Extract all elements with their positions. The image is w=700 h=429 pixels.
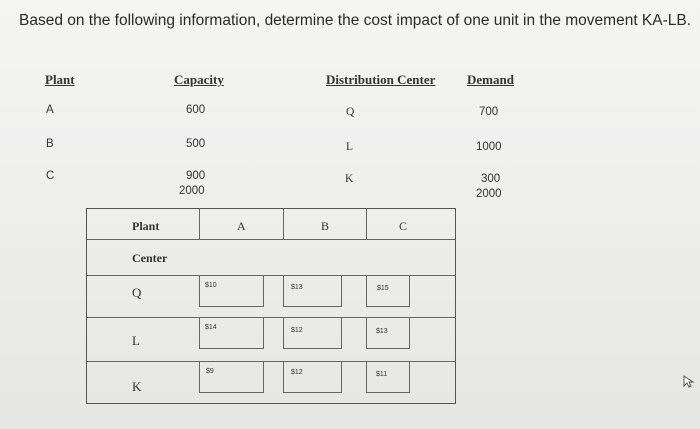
capacity-b: 500 bbox=[186, 138, 206, 150]
cost-l-c: $13 bbox=[376, 328, 388, 335]
cell-l-a bbox=[199, 317, 264, 349]
distribution-center-header: Distribution Center bbox=[326, 72, 436, 87]
center-k: K bbox=[345, 173, 354, 185]
row-k-label: K bbox=[132, 379, 142, 394]
cell-q-b bbox=[283, 275, 342, 307]
col-b-header: B bbox=[321, 219, 330, 233]
cell-q-a bbox=[199, 275, 264, 307]
col-c-header: C bbox=[399, 219, 408, 233]
plant-b: B bbox=[46, 138, 54, 150]
capacity-header: Capacity bbox=[174, 72, 224, 87]
capacity-total: 2000 bbox=[179, 185, 205, 197]
cost-table-plant-label: Plant bbox=[132, 219, 160, 233]
plant-a: A bbox=[46, 104, 54, 116]
cell-k-c bbox=[366, 361, 410, 393]
center-q: Q bbox=[346, 106, 355, 118]
cost-k-b: $12 bbox=[291, 369, 303, 376]
demand-header: Demand bbox=[467, 72, 514, 87]
cell-l-c bbox=[366, 317, 410, 349]
cell-k-b bbox=[283, 361, 342, 393]
demand-k: 300 bbox=[481, 173, 501, 185]
demand-l: 1000 bbox=[476, 141, 502, 153]
plant-header: Plant bbox=[45, 72, 75, 87]
cost-q-c: $15 bbox=[377, 285, 389, 292]
capacity-c: 900 bbox=[186, 170, 206, 182]
capacity-a: 600 bbox=[186, 104, 206, 116]
plant-c: C bbox=[46, 170, 55, 182]
cost-q-b: $13 bbox=[291, 284, 303, 291]
cost-q-a: $10 bbox=[205, 282, 217, 289]
row-l-label: L bbox=[132, 333, 140, 348]
cost-l-a: $14 bbox=[205, 324, 217, 331]
cost-table bbox=[86, 208, 456, 404]
cost-table-center-label: Center bbox=[132, 251, 168, 265]
cost-l-b: $12 bbox=[291, 327, 303, 334]
cost-k-a: $9 bbox=[206, 368, 214, 375]
col-a-header: A bbox=[237, 219, 246, 233]
mouse-cursor-icon bbox=[682, 374, 696, 388]
cell-k-a bbox=[199, 361, 264, 393]
row-q-label: Q bbox=[132, 285, 142, 300]
question-text: Based on the following information, determine the cost impact of one unit in the movement KA-LB. bbox=[19, 12, 692, 29]
cost-k-c: $11 bbox=[376, 371, 388, 378]
demand-total: 2000 bbox=[476, 188, 502, 200]
demand-q: 700 bbox=[479, 106, 499, 118]
center-l: L bbox=[346, 141, 354, 153]
